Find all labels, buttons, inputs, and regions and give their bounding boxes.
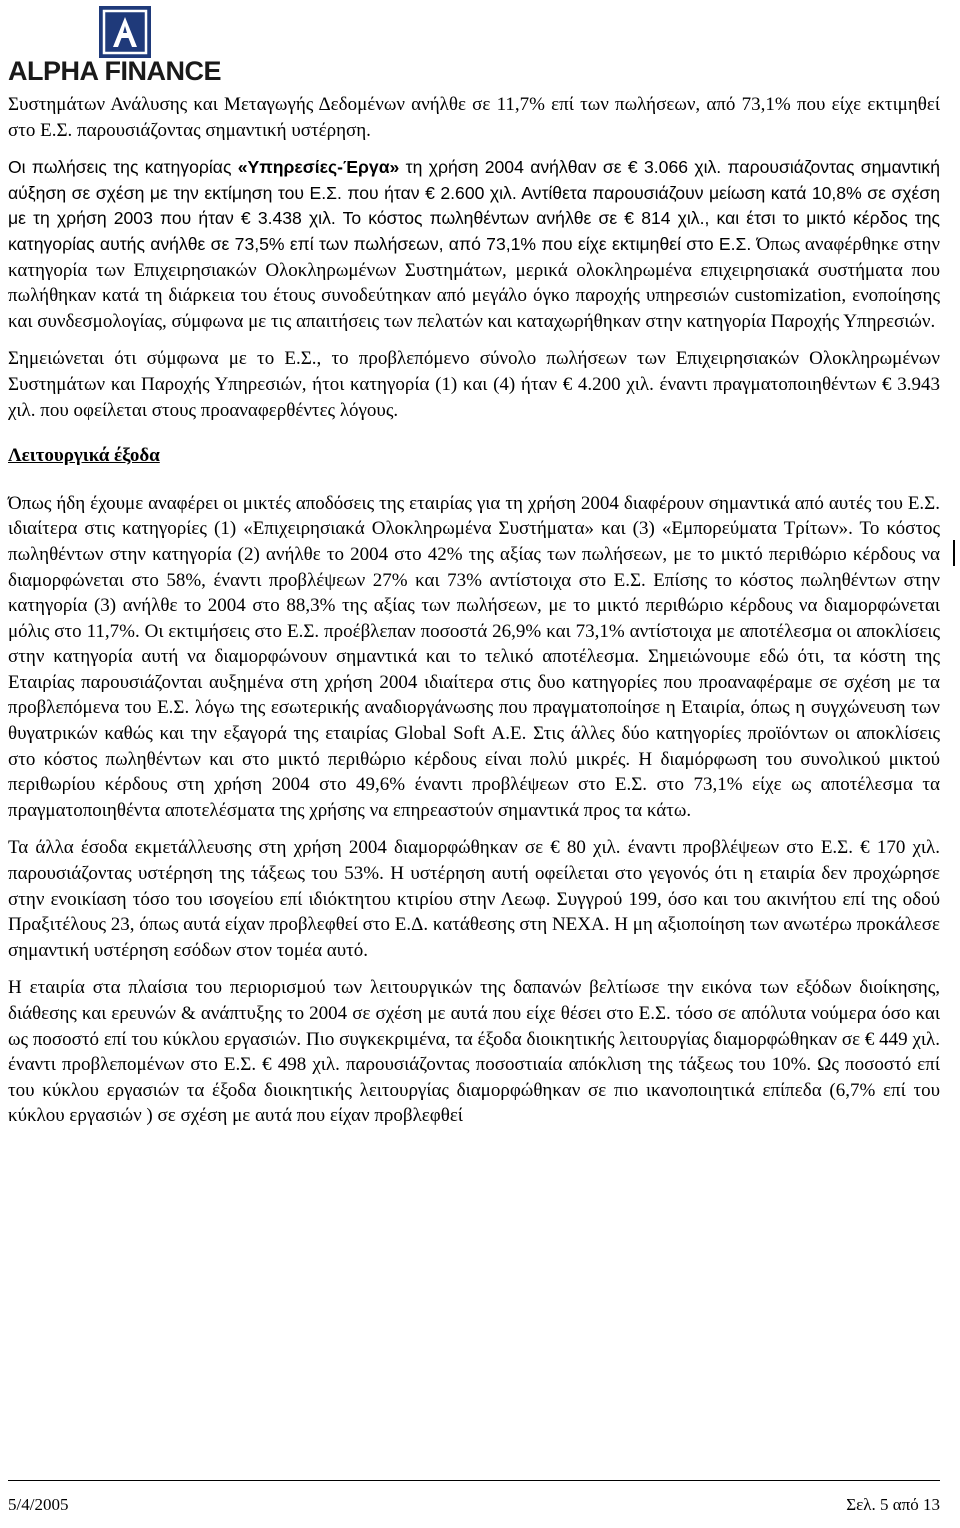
document-body [8,92,940,1141]
footer-page-number: Σελ. 5 από 13 [846,1495,940,1514]
alpha-finance-logo [8,6,240,86]
paragraph-4: Όπως ήδη έχουμε αναφέρει οι μικτές αποδόσεις της εταιρίας για τη χρήση 2004 διαφέρουν σημαντικά από αυτές του Ε.Σ. ιδιαίτερα στις κατηγορίες (1) «Επιχειρησιακά Ολοκληρωμένα Συστήματα» και (3) «Εμπορεύματα Τρίτων». Το κόστος πωληθέντων στην κατηγορία (2) ανήλθε το 2004 στο 42% της αξίας των πωλήσεων, με το μικτό περιθώριο κέρδους να διαμορφώνεται στο 58%, έναντι προβλέψεων 27% και 73% αντίστοιχα στο Ε.Σ. Επίσης το κόστος πωληθέντων στην κατηγορία (3) ανήλθε το 2004 στο 88,3% της αξίας των πωλήσεων, με το μικτό περιθώριο κέρδους να διαμορφώνεται μόλις στο 11,7%. Οι εκτιμήσεις στο Ε.Σ. προέβλεπαν ποσοστά 26,9% και 73,1% αντίστοιχα με αποτέλεσμα οι αποκλίσεις στην κατηγορία αυτή να διαμορφώνουν σημαντικά και το τελικό αποτέλεσμα. Σημειώνουμε εδώ ότι, τα κόστη της Εταιρίας παρουσιάζονται αυξημένα στη χρήση 2004 ιδιαίτερα στις δυο κατηγορίες που προαναφέραμε σε σχέση με τα προβλεπόμενα του Ε.Σ. λόγω της εσωτερικής αναδιοργάνωσης που πραγματοποίησε η Εταιρία, όπως η συγχώνευση των θυγατρικών καθώς και την εξαγορά της εταιρίας Global Soft Α.Ε. Στις άλλες δύο κατηγορίες προϊόντων οι αποκλίσεις στο κόστος πωληθέντων και στο μικτό περιθώριο κέρδους είναι πολύ μικρές. Η διαμόρφωση του συνολικού μικτού περιθωρίου κέρδους στη χρήση 2004 στο 49,6% έναντι προβλέψεων στο Ε.Σ. στο 73,1% είχε ως αποτέλεσμα τα πραγματοποιηθέντα αποτελέσματα της χρήσης να επηρεαστούν σημαντικά προς τα κάτω. [8,492,940,821]
paragraph-2-intro: Οι πωλήσεις της κατηγορίας [8,157,238,178]
paragraph-1: Συστημάτων Ανάλυσης και Μεταγωγής Δεδομένων ανήλθε σε 11,7% επί των πωλήσεων, από 73,1% που είχε εκτιμηθεί στο Ε.Σ. παρουσιάζοντας σημαντική υστέρηση. [8,94,940,141]
logo-text: ALPHA FINANCE [8,56,221,86]
section-heading: Λειτουργικά έξοδα [8,445,160,467]
footer-date: 5/4/2005 [8,1495,69,1514]
paragraph-2-sans-rest: , και έτσι το μικτό κέρδος της κατηγορίας αυτής ανήλθε σε 73,5% επί των πωλήσεων, από 73,1% που είχε εκτιμηθεί στο Ε.Σ. [8,208,940,254]
revision-bar [953,540,955,566]
page-footer [8,1480,940,1515]
paragraph-2-serif: Όπως αναφέρθηκε στην κατηγορία των Επιχειρησιακών Ολοκληρωμένων Συστημάτων, μερικά ολοκληρωμένα επιχειρησιακά συστήματα που πωλήθηκαν κατά τη διάρκεια του έτους συνοδεύτηκαν από μεγάλο όγκο παροχής υπηρεσιών customization, ενοποίησης και συνδεσμολογίας, σύμφωνα με τις απαιτήσεις των πελατών και καταχωρήθηκαν στην κατηγορία Παροχής Υπηρεσιών. [8,233,940,332]
alpha-logo-icon [99,6,151,58]
paragraph-5: Τα άλλα έσοδα εκμετάλλευσης στη χρήση 2004 διαμορφώθηκαν σε € 80 χιλ. έναντι προβλέψεων στο Ε.Σ. € 170 χιλ. παρουσιάζοντας υστέρηση της τάξεως του 53%. Η υστέρηση αυτή οφείλεται στο γεγονός ότι η εταιρία δεν προχώρησε στην ενοικίαση τόσο του ισογείου επί ιδιόκτητου κτιρίου στην Λεωφ. Συγγρού 199, όσο και του ακινήτου επί της οδού Πραξιτέλους 23, όπως αυτά είχαν προβλεφθεί στο Ε.Δ. κατάθεσης στη ΝΕΧΑ. Η μη αξιοποίηση των ανωτέρω προκάλεσε σημαντική υστέρηση εσόδων στον τομέα αυτό. [8,837,940,961]
paragraph-2-sans: τη χρήση 2004 ανήλθαν σε € 3.066 χιλ. παρουσιάζοντας σημαντική αύξηση σε σχέση με την εκτίμηση του Ε.Σ. που ήταν € 2.600 χιλ. Αντίθετα παρουσιάζουν μείωση κατά 10,8% σε σχέση με τη χρήση 2003 που ήταν € 3.438 χιλ. Το κόστος πωληθέντων ανήλθε σε € 814 χιλ. [8,157,940,229]
paragraph-3: Σημειώνεται ότι σύμφωνα με το Ε.Σ., το προβλεπόμενο σύνολο πωλήσεων των Επιχειρησιακών Ολοκληρωμένων Συστημάτων και Παροχής Υπηρεσιών, ήτοι κατηγορία (1) και (4) ήταν € 4.200 χιλ. έναντι πραγματοποιηθέντων € 3.943 χιλ. που οφείλεται στους προαναφερθέντες λόγους. [8,348,940,421]
paragraph-2 [8,155,940,334]
paragraph-6: Η εταιρία στα πλαίσια του περιορισμού των λειτουργικών της δαπανών βελτίωσε την εικόνα των εξόδων διοίκησης, διάθεσης και ερευνών & ανάπτυξης το 2004 σε σχέση με αυτά που είχε θέσει στο Ε.Σ. τόσο σε απόλυτα νούμερα όσο και ως ποσοστό επί του κύκλου εργασιών. Πιο συγκεκριμένα, τα έξοδα διοικητικής λειτουργίας διαμορφώθηκαν σε € 449 χιλ. έναντι προβλεπομένων στο Ε.Σ. € 498 χιλ. παρουσιάζοντας ποσοστιαία απόκλιση της τάξεως του 10%. Ως ποσοστό επί του κύκλου εργασιών τα έξοδα διοικητικής λειτουργίας διαμορφώθηκαν σε πιο ικανοποιητικά επίπεδα (6,7% επί του κύκλου εργασιών ) σε σχέση με αυτά που είχαν προβλεφθεί [8,977,940,1127]
category-name: «Υπηρεσίες-Έργα» [237,157,400,178]
